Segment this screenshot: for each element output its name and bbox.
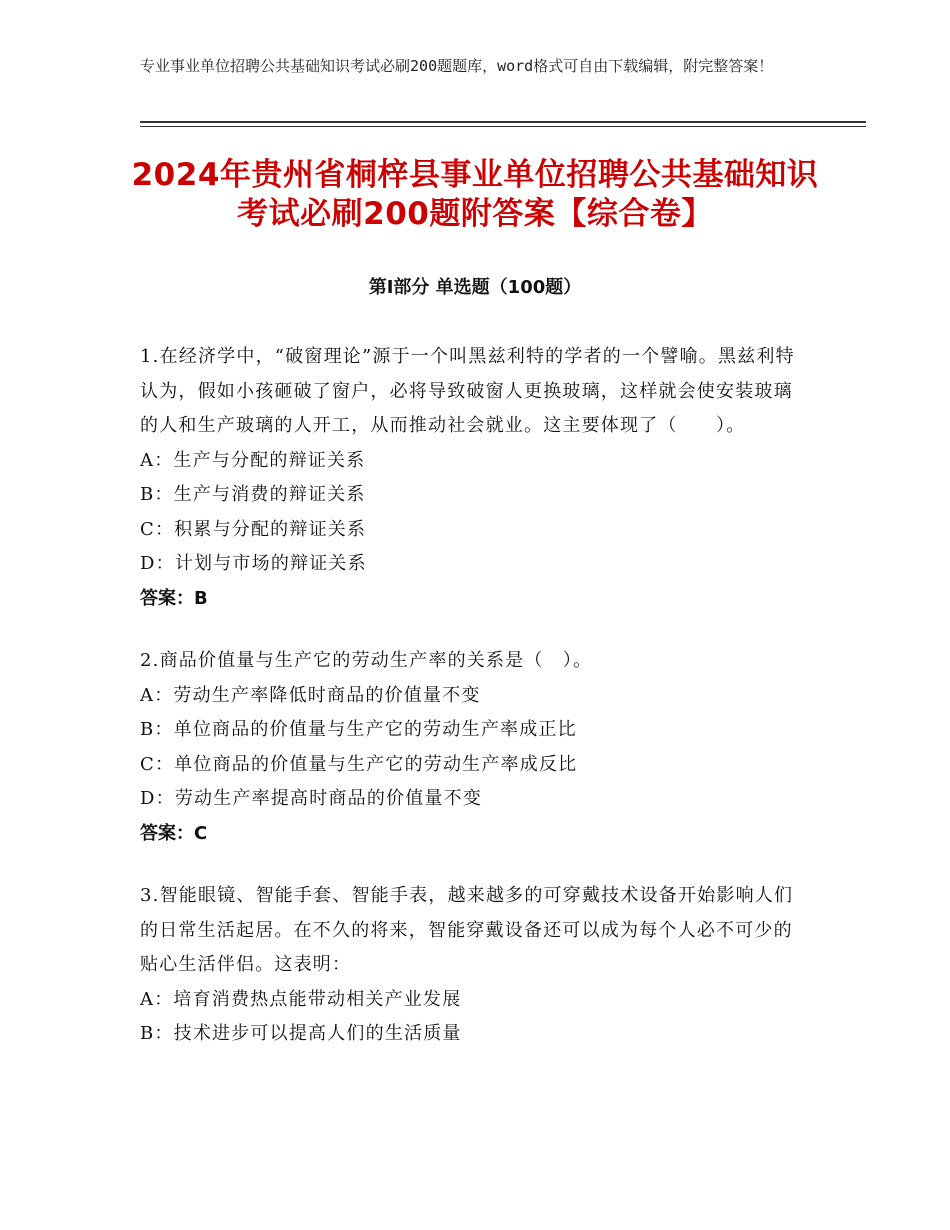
option-a: A：劳动生产率降低时商品的价值量不变 <box>140 684 481 706</box>
document-title: 2024年贵州省桐梓县事业单位招聘公共基础知识考试必刷200题附答案【综合卷】 <box>131 157 819 232</box>
question-3 <box>140 879 810 1052</box>
question-stem: 1.在经济学中，“破窗理论”源于一个叫黑兹利特的学者的一个譬喻。黑兹利特认为，假如小孩砸破了窗户，必将导致破窗人更换玻璃，这样就会使安装玻璃的人和生产玻璃的人开工，从而推动社会就业。这主要体现了（ ）。 <box>140 346 795 436</box>
header-divider-thick <box>140 121 866 123</box>
option-d: D：劳动生产率提高时商品的价值量不变 <box>140 788 483 809</box>
header-note: 专业事业单位招聘公共基础知识考试必刷200题题库，word格式可自由下载编辑，附完整答案！ <box>140 57 774 75</box>
question-1 <box>140 340 810 616</box>
option-a: A：生产与分配的辩证关系 <box>140 449 366 471</box>
option-c: C：单位商品的价值量与生产它的劳动生产率成反比 <box>140 753 578 775</box>
option-b: B：技术进步可以提高人们的生活质量 <box>140 1023 462 1044</box>
question-stem: 2.商品价值量与生产它的劳动生产率的关系是（ ）。 <box>140 650 593 671</box>
option-d: D：计划与市场的辩证关系 <box>140 553 367 574</box>
option-b: B：单位商品的价值量与生产它的劳动生产率成正比 <box>140 719 577 740</box>
option-b: B：生产与消费的辩证关系 <box>140 484 366 505</box>
answer: 答案：B <box>140 587 208 609</box>
question-list <box>140 340 810 1080</box>
option-a: A：培育消费热点能带动相关产业发展 <box>140 988 462 1010</box>
question-stem: 3.智能眼镜、智能手套、智能手表，越来越多的可穿戴技术设备开始影响人们的日常生活起居。在不久的将来，智能穿戴设备还可以成为每个人必不可少的贴心生活伴侣。这表明： <box>140 885 794 975</box>
section-heading: 第Ⅰ部分 单选题（100题） <box>368 277 582 298</box>
question-2 <box>140 644 810 851</box>
answer: 答案：C <box>140 822 208 844</box>
header-divider-thin <box>140 126 866 127</box>
option-c: C：积累与分配的辩证关系 <box>140 518 367 540</box>
